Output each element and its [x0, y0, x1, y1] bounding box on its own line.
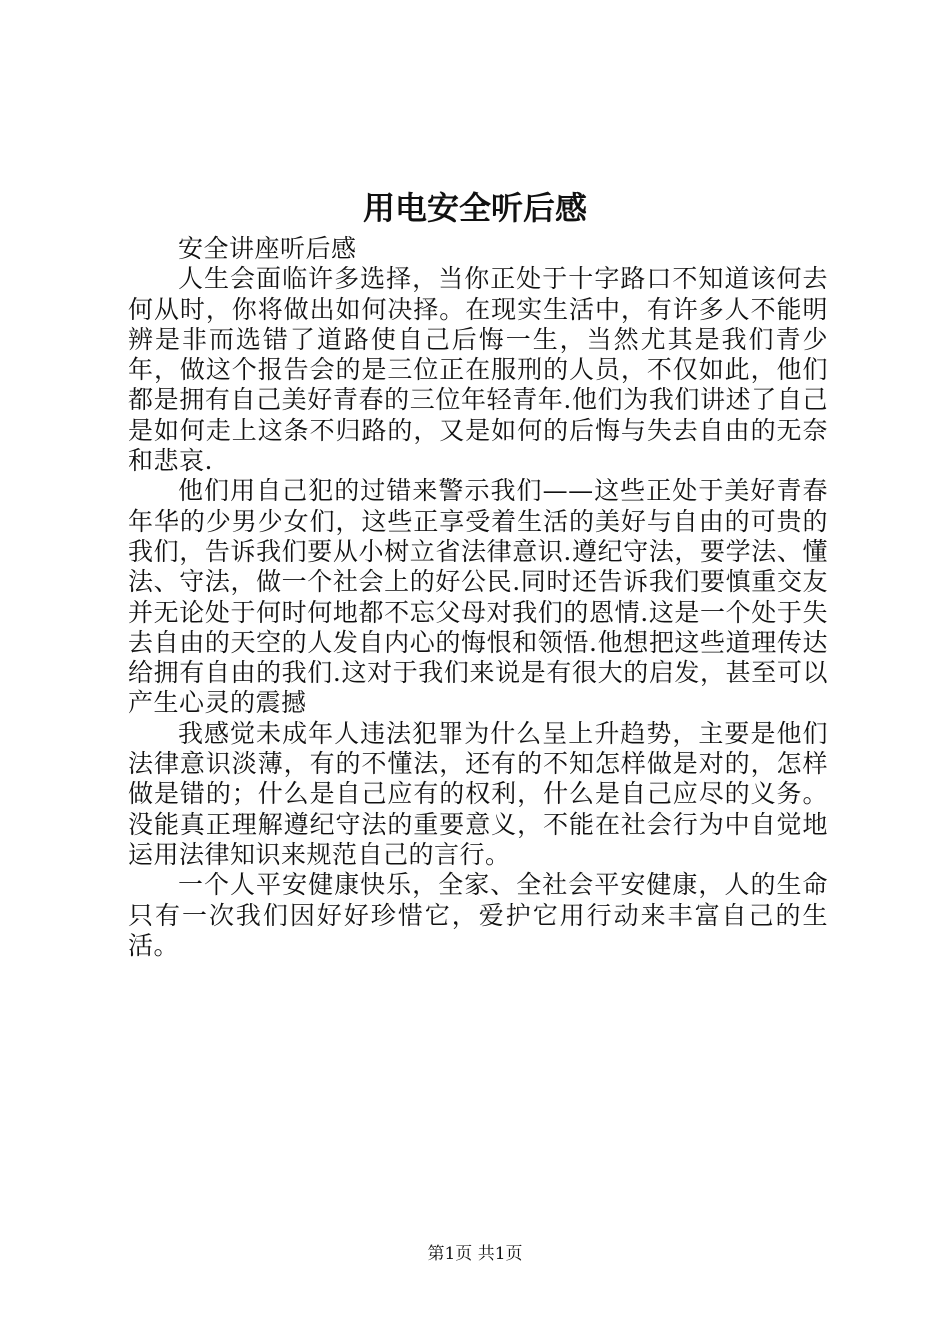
document-body — [128, 234, 828, 961]
paragraph-4: 一个人平安健康快乐，全家、全社会平安健康，人的生命只有一次我们因好好珍惜它，爱护它用行动来丰富自己的生活。 — [128, 870, 828, 960]
paragraph-1: 人生会面临许多选择，当你正处于十字路口不知道该何去何从时，你将做出如何决择。在现实生活中，有许多人不能明辨是非而选错了道路使自己后悔一生，当然尤其是我们青少年，做这个报告会的是三位正在服刑的人员，不仅如此，他们都是拥有自己美好青春的三位年轻青年.他们为我们讲述了自己是如何走上这条不归路的，又是如何的后悔与失去自由的无奈和悲哀. — [128, 264, 828, 476]
page-footer: 第1页 共1页 — [427, 1244, 523, 1264]
document-subtitle: 安全讲座听后感 — [178, 234, 357, 263]
paragraph-2: 他们用自己犯的过错来警示我们——这些正处于美好青春年华的少男少女们，这些正享受着生活的美好与自由的可贵的我们，告诉我们要从小树立省法律意识.遵纪守法，要学法、懂法、守法，做一个社会上的好公民.同时还告诉我们要慎重交友并无论处于何时何地都不忘父母对我们的恩情.这是一个处于失去自由的天空的人发自内心的悔恨和领悟.他想把这些道理传达给拥有自由的我们.这对于我们来说是有很大的启发，甚至可以产生心灵的震撼 — [128, 476, 828, 718]
page-title: 用电安全听后感 — [362, 189, 587, 227]
paragraph-3: 我感觉未成年人违法犯罪为什么呈上升趋势，主要是他们法律意识淡薄，有的不懂法，还有的不知怎样做是对的，怎样做是错的；什么是自己应有的权利，什么是自己应尽的义务。没能真正理解遵纪守法的重要意义，不能在社会行为中自觉地运用法律知识来规范自己的言行。 — [128, 718, 828, 869]
